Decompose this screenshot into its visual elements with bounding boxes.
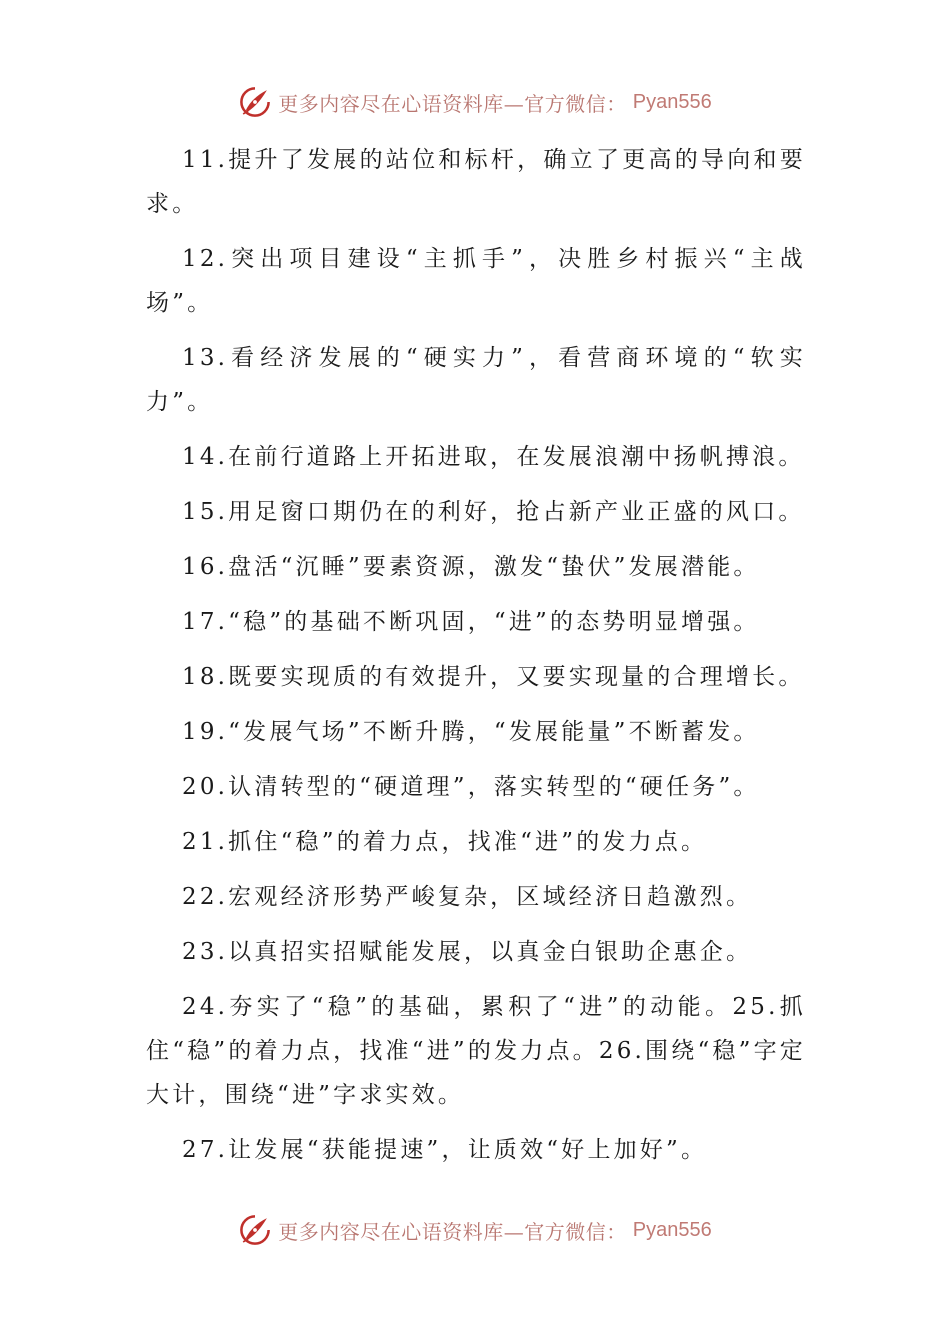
paragraph-12: 12.突出项目建设“主抓手”，决胜乡村振兴“主战场”。 <box>146 246 806 316</box>
document-body <box>146 138 806 1183</box>
paragraph-13: 13.看经济发展的“硬实力”，看营商环境的“软实力”。 <box>146 345 806 415</box>
paragraph-19: 19.“发展气场”不断升腾，“发展能量”不断蓄发。 <box>182 719 760 745</box>
paragraph-14: 14.在前行道路上开拓进取，在发展浪潮中扬帆搏浪。 <box>182 444 805 470</box>
banner-text: 更多内容尽在心语资料库—官方微信： <box>278 1219 627 1244</box>
paragraph-24-26: 24.夯实了“稳”的基础，累积了“进”的动能。25.抓住“稳”的着力点，找准“进”的发力点。26.围绕“稳”字定大计，围绕“进”字求实效。 <box>146 994 806 1108</box>
wechat-id: Pyan556 <box>632 1218 712 1241</box>
paragraph-27: 27.让发展“获能提速”，让质效“好上加好”。 <box>182 1137 708 1163</box>
pen-nib-logo-icon <box>238 85 272 119</box>
paragraph-15: 15.用足窗口期仍在的利好，抢占新产业正盛的风口。 <box>182 499 805 525</box>
paragraph-23: 23.以真招实招赋能发展，以真金白银助企惠企。 <box>182 939 753 965</box>
footer-banner <box>0 1212 950 1248</box>
wechat-id: Pyan556 <box>632 90 712 113</box>
paragraph-18: 18.既要实现质的有效提升，又要实现量的合理增长。 <box>182 664 805 690</box>
paragraph-22: 22.宏观经济形势严峻复杂，区域经济日趋激烈。 <box>182 884 753 910</box>
banner-text: 更多内容尽在心语资料库—官方微信： <box>278 91 627 116</box>
paragraph-20: 20.认清转型的“硬道理”，落实转型的“硬任务”。 <box>182 774 760 800</box>
paragraph-21: 21.抓住“稳”的着力点，找准“进”的发力点。 <box>182 829 708 855</box>
paragraph-16: 16.盘活“沉睡”要素资源，激发“蛰伏”发展潜能。 <box>182 554 760 580</box>
pen-nib-logo-icon <box>238 1213 272 1247</box>
paragraph-11: 11.提升了发展的站位和标杆，确立了更高的导向和要求。 <box>146 147 806 217</box>
header-banner <box>0 84 950 120</box>
paragraph-17: 17.“稳”的基础不断巩固，“进”的态势明显增强。 <box>182 609 760 635</box>
